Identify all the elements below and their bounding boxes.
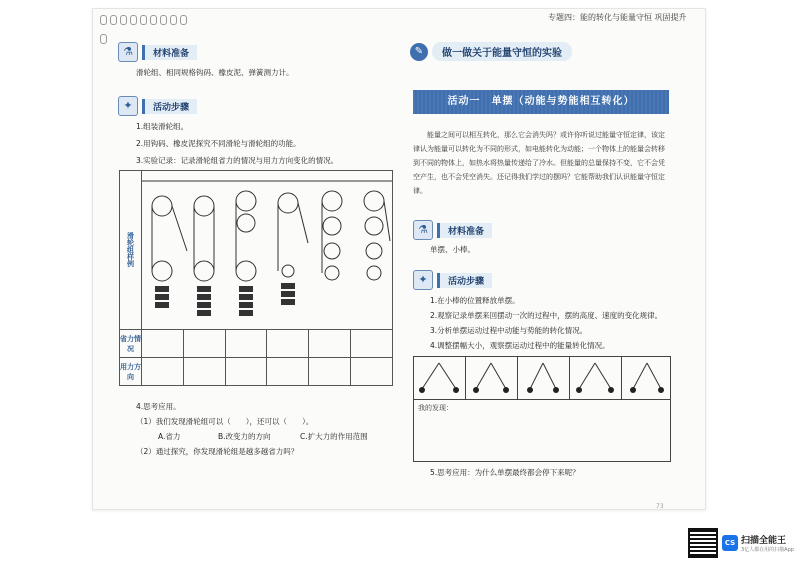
option-c: C.扩大力的作用范围 [300, 432, 368, 441]
step-2: 2.用钩码、橡皮泥探究不同滑轮与滑轮组的功能。 [136, 139, 301, 148]
pencil-icon: ✎ [410, 43, 428, 61]
materials-text: 单摆、小棒。 [430, 245, 475, 254]
materials-heading: 材料准备 [437, 223, 492, 238]
intro-paragraph: 能量之间可以相互转化，那么它会消失吗？或许你听说过能量守恒定律，该定律认为能量可以转化为不同的形式，如电能转化为动能；一个物体上的能量会转移到不同的物体上，如热水将热量传递给了冷水。但能量的总量保持不变，它不会凭空产生，也不会凭空消失。还记得我们学过的摆吗？它能帮助我们认识能量守恒定律。 [413, 131, 665, 195]
question-2: （2）通过探究，你发现滑轮组是越多越省力吗？ [136, 447, 299, 456]
flask-icon: ⚗ [118, 42, 138, 62]
pendulum-diagram [466, 357, 517, 399]
binding-rings [100, 10, 190, 18]
row-header-force: 省力情况 [120, 330, 142, 358]
camscanner-logo-icon: CS [722, 535, 738, 551]
row-header-direction: 用力方向 [120, 358, 142, 386]
option-a: A.省力 [158, 432, 181, 441]
telescope-icon: ✦ [118, 96, 138, 116]
pendulum-diagram [570, 357, 621, 399]
step-3: 3.分析单摆运动过程中动能与势能的转化情况。 [430, 326, 588, 335]
pendulum-cell [466, 357, 518, 399]
section-title: ✎ 做一做关于能量守恒的实验 [410, 42, 572, 61]
materials-section-right [413, 220, 492, 240]
page-number: 73 [656, 503, 664, 510]
telescope-icon: ✦ [413, 270, 433, 290]
step-2: 2.观察记录单摆来回摆动一次的过程中，摆的高度、速度的变化规律。 [430, 311, 663, 320]
materials-section-left [118, 42, 197, 62]
brand-tagline: 3亿人都在用的扫描App [741, 547, 794, 553]
qr-code-icon [688, 528, 718, 558]
steps-section-right [413, 270, 492, 290]
row-header-sample: 滑轮组样例 [120, 171, 142, 330]
brand-name: 扫描全能王 [741, 536, 787, 546]
step-3: 3.实验记录：记录滑轮组省力的情况与用力方向变化的情况。 [136, 156, 339, 165]
pendulum-cell [518, 357, 570, 399]
step-1: 1.组装滑轮组。 [136, 122, 189, 131]
flask-icon: ⚗ [413, 220, 433, 240]
pulley-illustrations [142, 171, 393, 330]
pendulum-record-table [413, 356, 671, 462]
materials-text: 滑轮组、相同规格钩码、橡皮泥、弹簧测力计。 [136, 68, 294, 77]
thinking-title: 4.思考应用。 [136, 402, 181, 411]
steps-section-left [118, 96, 197, 116]
pulley-diagram [142, 171, 392, 327]
steps-heading: 活动步骤 [437, 273, 492, 288]
question-5: 5.思考应用：为什么单摆最终都会停下来呢？ [430, 468, 580, 477]
option-b: B.改变力的方向 [218, 432, 271, 441]
pendulum-diagram [622, 357, 673, 399]
pendulum-cell [570, 357, 622, 399]
steps-heading: 活动步骤 [142, 99, 197, 114]
pendulum-cell [414, 357, 466, 399]
finding-label: 我的发现： [418, 404, 453, 412]
running-header: 专题四：能的转化与能量守恒 巩固提升 [548, 13, 687, 22]
question-1: （1）我们发现滑轮组可以（ ），还可以（ ）。 [136, 417, 314, 426]
pulley-record-table [119, 170, 393, 386]
step-1: 1.在小棒的位置释放单摆。 [430, 296, 520, 305]
materials-heading: 材料准备 [142, 45, 197, 60]
pendulum-diagram [414, 357, 465, 399]
activity-banner: 活动一 单摆（动能与势能相互转化） [413, 90, 669, 114]
step-4: 4.调整摆幅大小，观察摆运动过程中的能量转化情况。 [430, 341, 610, 350]
pendulum-diagram [518, 357, 569, 399]
camscanner-watermark [688, 528, 794, 558]
pendulum-cell [622, 357, 673, 399]
